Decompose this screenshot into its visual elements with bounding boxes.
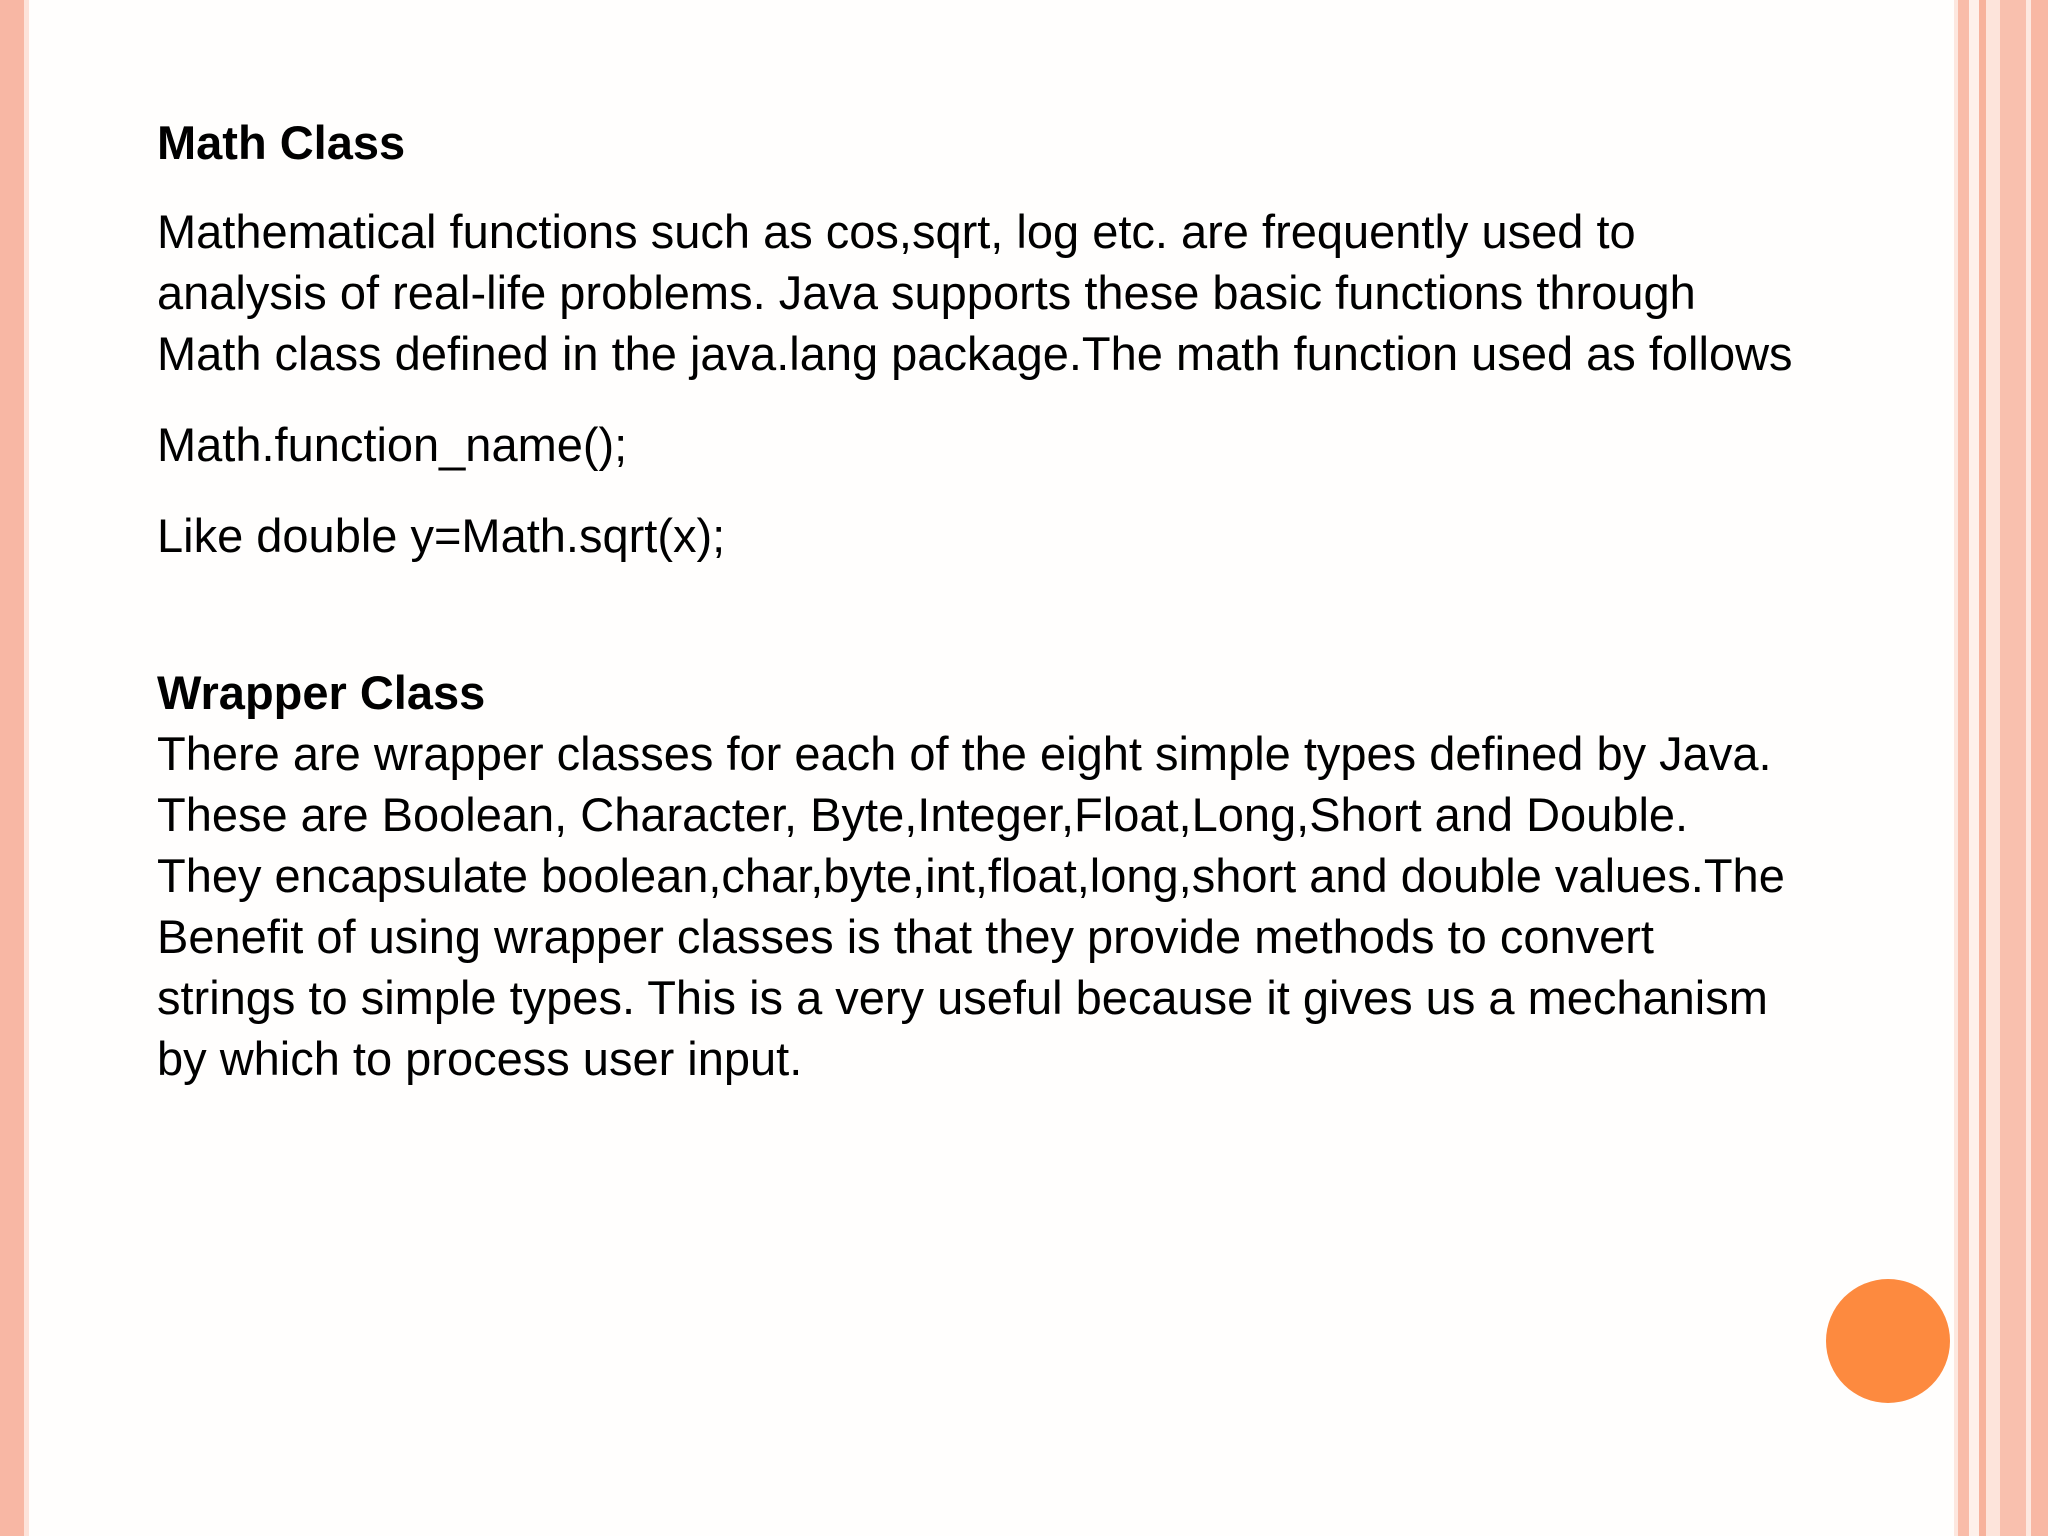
slide-content [157,112,1947,1089]
right-stripe-4 [1986,0,2000,1536]
right-stripe-3 [1979,0,1986,1536]
orange-circle-decoration [1826,1279,1950,1403]
right-stripe-2 [1969,0,1979,1536]
right-stripe-1 [1958,0,1969,1536]
right-stripe-7 [2031,0,2048,1536]
math-function-syntax: Math.function_name(); [157,418,628,471]
left-border-decoration [0,0,24,1536]
wrapper-class-body: There are wrapper classes for each of the eight simple types defined by Java. These are Boolean, Character, Byte,Integer,Float,Long,Short and Double. They encapsulate boolean,char,byte,int,float,long,short and double values.The Benefit of using wrapper classes is that they provide methods to convert strings to simple types. This is a very useful because it gives us a mechanism by which to process user input. [157,727,1785,1085]
wrapper-class-heading: Wrapper Class [157,666,486,719]
math-function-example: Like double y=Math.sqrt(x); [157,509,726,562]
math-class-heading: Math Class [157,116,406,169]
right-stripe-5 [2000,0,2026,1536]
math-class-body: Mathematical functions such as cos,sqrt, log etc. are frequently used to analysis of real-life problems. Java supports these basic functions through Math class defined in the java.lang package.The math function used as follows [157,205,1793,380]
left-border-inner-decoration [24,0,29,1536]
